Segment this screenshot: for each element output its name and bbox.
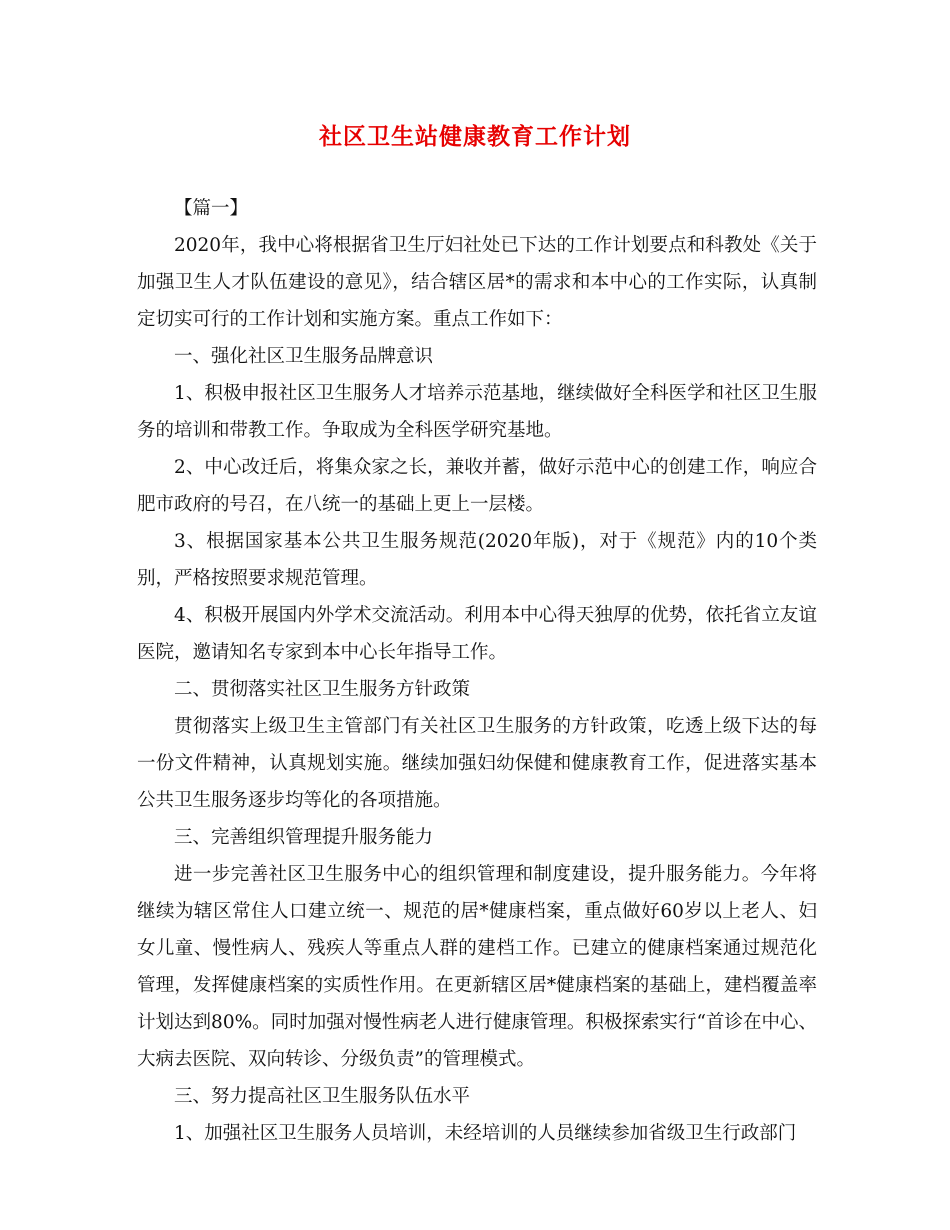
section-heading: 二、贯彻落实社区卫生服务方针政策 xyxy=(174,679,471,700)
paragraph: 2、中心改迁后，将集众家之长，兼收并蓄，做好示范中心的创建工作，响应合肥市政府的号召，在八统一的基础上更上一层楼。 xyxy=(137,457,817,515)
section-heading: 三、完善组织管理提升服务能力 xyxy=(174,827,434,848)
paragraph: 4、积极开展国内外学术交流活动。利用本中心得天独厚的优势，依托省立友谊医院，邀请知名专家到本中心长年指导工作。 xyxy=(137,605,817,663)
paragraph: 1、积极申报社区卫生服务人才培养示范基地，继续做好全科医学和社区卫生服务的培训和带教工作。争取成为全科医学研究基地。 xyxy=(137,383,817,441)
paragraph: 2020年，我中心将根据省卫生厅妇社处已下达的工作计划要点和科教处《关于加强卫生人才队伍建设的意见》，结合辖区居*的需求和本中心的工作实际，认真制定切实可行的工作计划和实施方案。重点工作如下： xyxy=(137,235,817,330)
paragraph: 1、加强社区卫生服务人员培训，未经培训的人员继续参加省级卫生行政部门 xyxy=(174,1123,797,1144)
document-title: 社区卫生站健康教育工作计划 xyxy=(319,123,631,150)
section-heading: 一、强化社区卫生服务品牌意识 xyxy=(174,346,434,367)
document-body xyxy=(137,190,817,1152)
paragraph: 3、根据国家基本公共卫生服务规范(2020年版)，对于《规范》内的10个类别，严格按照要求规范管理。 xyxy=(137,531,817,589)
paragraph: 贯彻落实上级卫生主管部门有关社区卫生服务的方针政策，吃透上级下达的每一份文件精神，认真规划实施。继续加强妇幼保健和健康教育工作，促进落实基本公共卫生服务逐步均等化的各项措施。 xyxy=(137,716,817,811)
paragraph: 进一步完善社区卫生服务中心的组织管理和制度建设，提升服务能力。今年将继续为辖区常住人口建立统一、规范的居*健康档案，重点做好60岁以上老人、妇女儿童、慢性病人、残疾人等重点人群的建档工作。已建立的健康档案通过规范化管理，发挥健康档案的实质性作用。在更新辖区居*健康档案的基础上，建档覆盖率计划达到80%。同时加强对慢性病老人进行健康管理。积极探索实行“首诊在中心、大病去医院、双向转诊、分级负责”的管理模式。 xyxy=(137,864,817,1070)
section-heading: 三、努力提高社区卫生服务队伍水平 xyxy=(174,1086,471,1107)
section-label: 【篇一】 xyxy=(174,198,249,219)
